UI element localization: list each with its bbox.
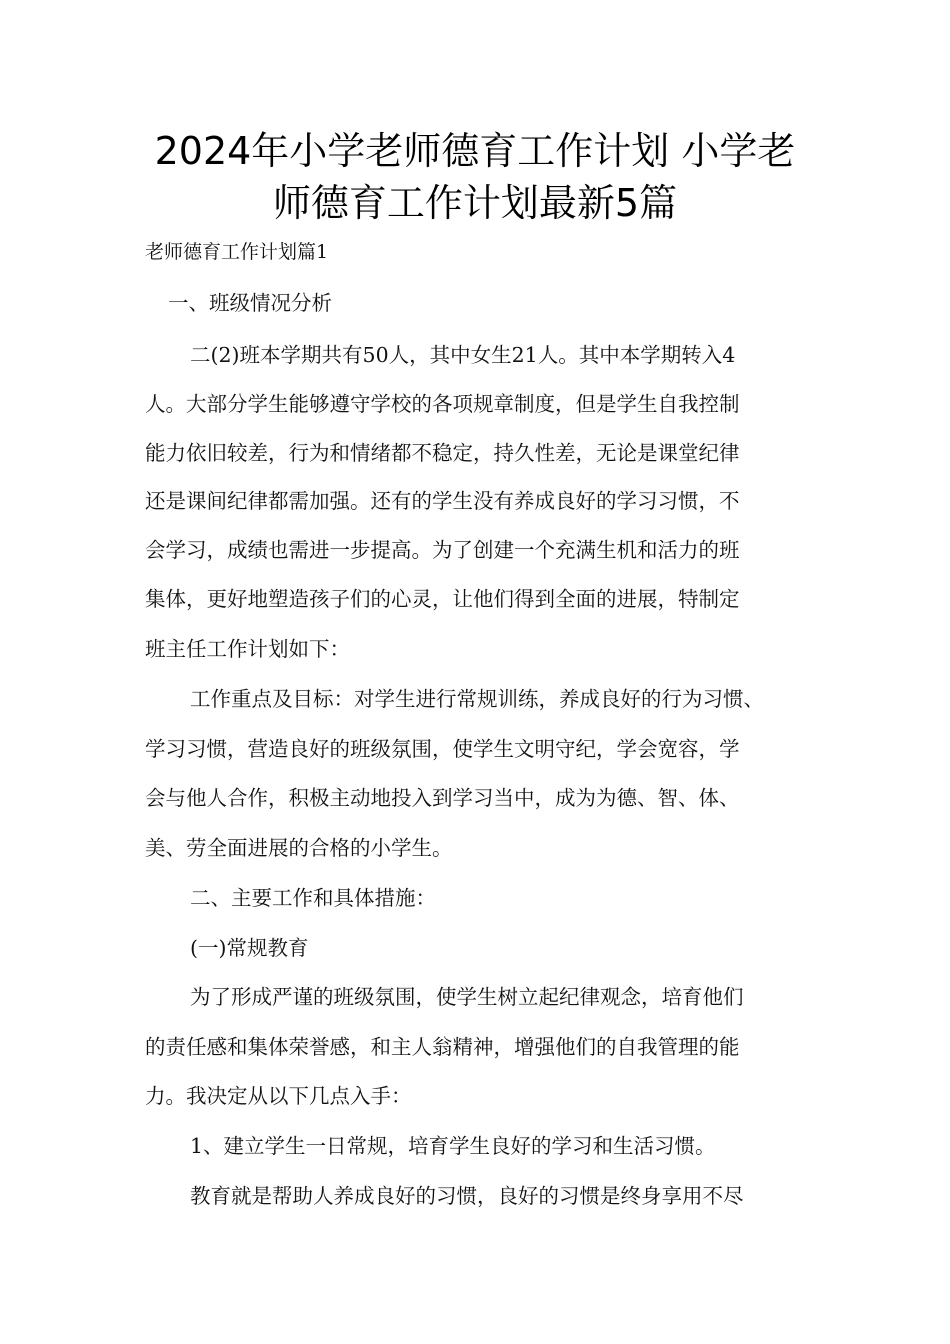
paragraph-line: 的责任感和集体荣誉感，和主人翁精神，增强他们的自我管理的能	[145, 1035, 740, 1059]
paragraph-line: 力。我决定从以下几点入手：	[145, 1084, 412, 1108]
paragraph-line: 学习习惯，营造良好的班级氛围，使学生文明守纪，学会宽容，学	[145, 737, 740, 761]
section-heading: 一、班级情况分析	[168, 291, 332, 315]
paragraph-line: 会学习，成绩也需进一步提高。为了创建一个充满生机和活力的班	[145, 538, 740, 562]
paragraph-line: 能力依旧较差，行为和情绪都不稳定，持久性差，无论是课堂纪律	[145, 441, 740, 465]
list-item: 1、建立学生一日常规，培育学生良好的学习和生活习惯。	[190, 1134, 716, 1158]
paragraph-line: 二(2)班本学期共有50人，其中女生21人。其中本学期转入4	[190, 343, 736, 367]
paragraph-line: 集体，更好地塑造孩子们的心灵，让他们得到全面的进展，特制定	[145, 587, 740, 611]
section-subtitle: 老师德育工作计划篇1	[145, 241, 329, 263]
paragraph-line: 工作重点及目标：对学生进行常规训练，养成良好的行为习惯、	[190, 687, 764, 711]
document-title-line-2: 师德育工作计划最新5篇	[272, 181, 678, 225]
paragraph-line: 会与他人合作，积极主动地投入到学习当中，成为为德、智、体、	[145, 786, 740, 810]
subsection-heading: (一)常规教育	[190, 936, 309, 960]
document-title-line-1: 2024年小学老师德育工作计划 小学老	[154, 129, 796, 173]
paragraph-line: 为了形成严谨的班级氛围，使学生树立起纪律观念，培育他们	[190, 985, 744, 1009]
paragraph-line: 人。大部分学生能够遵守学校的各项规章制度，但是学生自我控制	[145, 392, 740, 416]
paragraph-line: 教育就是帮助人养成良好的习惯，良好的习惯是终身享用不尽	[190, 1184, 744, 1208]
paragraph-line: 班主任工作计划如下：	[145, 637, 350, 661]
paragraph-line: 还是课间纪律都需加强。还有的学生没有养成良好的学习习惯，不	[145, 489, 740, 513]
section-heading: 二、主要工作和具体措施：	[190, 886, 436, 910]
paragraph-line: 美、劳全面进展的合格的小学生。	[145, 836, 453, 860]
